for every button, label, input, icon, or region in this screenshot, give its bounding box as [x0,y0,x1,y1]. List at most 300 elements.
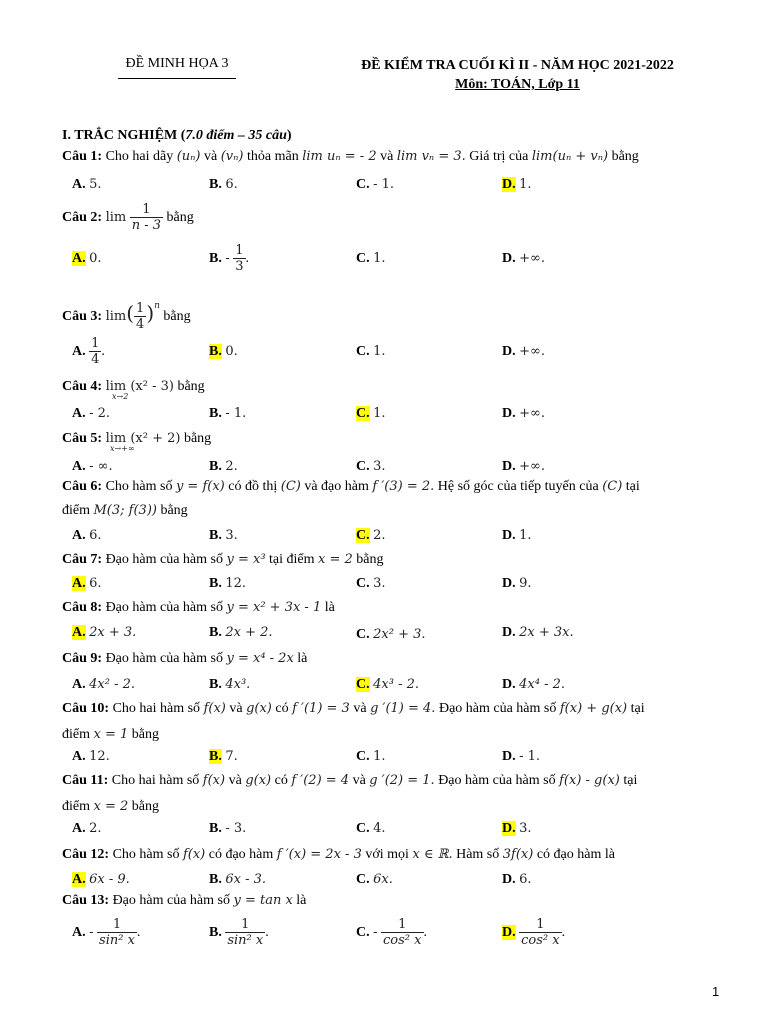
answer-key: C. [356,576,370,591]
question-text: Hàm số [456,847,500,862]
math-expr: f ′(3) = 2. [372,479,435,494]
section-title-text: I. TRẮC NGHIỆM ( [62,128,186,143]
answer-b-correct[interactable] [209,343,238,361]
answer-key-highlight: C. [356,528,370,543]
answer-value: 0. [225,344,238,359]
answer-key: B. [209,576,222,591]
exponent: n [154,301,160,311]
answer-b[interactable] [209,405,246,423]
math-expr: y = x² + 3x - 1 [226,600,322,615]
question-label: Câu 4: [62,379,103,394]
answer-c[interactable]: C. - $\frac{1}{\text{cos² x}}$ . [356,917,427,949]
answer-value: 3. [373,576,386,591]
answer-key-highlight: D. [502,821,516,836]
answer-key: B. [209,406,222,421]
math-expr: lim (x² + 2) [105,431,181,446]
answer-b[interactable] [209,871,266,889]
fraction-numerator: 1 [241,917,250,933]
answer-key-highlight: D. [502,177,516,192]
answer-key: B. [209,625,222,640]
question-text: Cho hai dãy [105,149,174,164]
question-text: và [380,149,394,164]
answer-value: 1. [373,344,386,359]
math-expr: f(x) [202,773,226,788]
math-expr: lim(uₙ + vₙ) [531,149,609,164]
answer-c[interactable] [356,748,386,766]
fraction [97,917,137,948]
fraction [130,202,163,233]
math-expr: y = tan x [233,893,293,908]
answer-key: D. [502,528,516,543]
answer-value: 2x + 3x. [519,625,574,640]
question-text: bằng [183,431,212,446]
answer-a[interactable] [72,176,102,194]
answer-key: B. [209,677,222,692]
answer-key: A. [72,344,86,359]
question-text: bằng [611,149,639,164]
answer-a-correct[interactable] [72,871,130,889]
question-text: có đồ thị [228,479,278,494]
answer-value: - [225,251,230,266]
answer-d[interactable] [502,575,532,593]
answer-value: 3. [225,528,238,543]
fraction-numerator: 1 [91,336,100,352]
answer-b[interactable] [209,820,246,838]
fraction [225,917,265,948]
fraction [519,917,561,948]
answer-key: C. [356,251,370,266]
question-text: bằng [356,552,384,567]
fraction [134,301,146,332]
answer-a[interactable] [72,820,102,838]
answer-d[interactable] [502,458,545,476]
answer-key: A. [72,821,86,836]
question-text: Đạo hàm của hàm số [438,701,557,716]
answer-value: 2x² + 3. [373,627,426,642]
answer-key-highlight: B. [209,344,222,359]
answer-value: - 3. [225,821,247,836]
answer-key: A. [72,177,86,192]
math-expr: x = 1 [93,727,129,742]
math-expr: y = x⁴ - 2x [226,651,294,666]
math-expr: (C) [280,479,301,494]
answer-key: B. [209,177,222,192]
answer-key: C. [356,749,370,764]
question-text: điểm [62,503,90,518]
question-text: Đạo hàm của hàm số [105,651,223,666]
question-label: Câu 8: [62,600,103,615]
answer-a-correct[interactable] [72,250,102,268]
answer-key: D. [502,251,516,266]
question-label: Câu 11: [62,773,109,788]
fraction-numerator: 1 [235,243,244,259]
question-label: Câu 6: [62,479,103,494]
answer-value: 7. [225,749,238,764]
answer-a-correct[interactable] [72,575,102,593]
question-label: Câu 1: [62,149,103,164]
answer-key: C. [356,627,370,642]
question-7 [62,551,722,569]
question-10-line-2 [62,726,722,744]
answer-value: +∞. [519,406,545,421]
exam-subject: Môn: TOÁN, Lớp 11 [455,77,580,92]
fraction-numerator: 1 [536,917,545,933]
answer-b-correct[interactable] [209,748,238,766]
answer-value: 6. [89,576,102,591]
answer-value: 12. [225,576,247,591]
math-expr: lim (x² - 3) [105,379,174,394]
question-label: Câu 3: [62,309,103,324]
answer-value: 6. [89,528,102,543]
answer-c[interactable] [356,176,394,194]
answer-c[interactable] [356,626,426,644]
fraction-denominator: sin² x [99,933,135,949]
answer-value: 4x⁴ - 2. [519,677,565,692]
answer-key: B. [209,872,222,887]
answer-key: D. [502,872,516,887]
question-text: và [353,701,367,716]
question-10 [62,700,722,718]
question-text: bằng [160,503,188,518]
answer-key: C. [356,872,370,887]
math-expr: g(x) [246,701,272,716]
answer-b[interactable] [209,575,246,593]
fraction-numerator: 1 [398,917,407,933]
answer-key: B. [209,459,222,474]
math-expr: (uₙ) [176,149,201,164]
fraction-denominator: 3 [235,259,244,275]
section-title [62,128,292,144]
math-expr: lim [105,210,127,225]
answer-b[interactable] [209,624,273,642]
answer-c[interactable] [356,575,386,593]
question-text: điểm [62,727,90,742]
answer-d[interactable] [502,343,545,361]
answer-value: 6x - 9. [89,872,130,887]
answer-value: 4x² - 2. [89,677,135,692]
question-text: Hệ số góc của tiếp tuyến của [437,479,599,494]
question-1 [62,148,722,166]
fraction-denominator: cos² x [383,933,422,949]
question-text: bằng [163,309,191,324]
answer-key-highlight: B. [209,749,222,764]
question-text: là [296,893,307,908]
answer-key: A. [72,459,86,474]
math-expr: M(3; f(3)) [93,503,157,518]
question-text: Cho hai hàm số [111,773,200,788]
answer-a[interactable] [72,527,102,545]
math-expr: x = 2 [318,552,353,567]
answer-b[interactable]: B. $\frac{1}{\text{sin² x}}$ . [209,917,269,949]
question-text: Cho hai hàm số [112,701,201,716]
math-expr: g ′(2) = 1. [369,773,435,788]
answer-value: - 1. [519,749,541,764]
question-label: Câu 2: [62,210,103,225]
math-expr: (vₙ) [220,149,244,164]
answer-c[interactable] [356,820,386,838]
answer-c[interactable] [356,250,386,268]
question-4 [62,378,722,396]
answer-d[interactable] [502,527,532,545]
answer-a[interactable]: A. $\frac{1}{4}$ . [72,336,105,368]
answer-value: 3. [373,459,386,474]
answer-key: C. [356,344,370,359]
answer-a[interactable] [72,405,110,423]
answer-b[interactable]: B. - $\frac{1}{3}$ . [209,243,250,275]
question-text: có [274,773,288,788]
answer-d-correct[interactable] [502,176,532,194]
answer-value: 4x³. [225,677,251,692]
answer-d[interactable] [502,250,545,268]
answer-a[interactable] [72,458,113,476]
answer-value: 12. [89,749,110,764]
answer-c-correct[interactable] [356,405,386,423]
answer-key: D. [502,576,516,591]
answer-value: - [89,925,94,940]
answer-a[interactable] [72,748,110,766]
page-number: 1 [712,984,720,999]
answer-key-highlight: A. [72,251,86,266]
exam-label-underline [118,78,236,79]
answer-value: - 1. [373,177,395,192]
math-expr: x = 2 [93,799,129,814]
answer-value: 5. [89,177,102,192]
answer-value: +∞. [519,251,545,266]
question-text: và [204,149,218,164]
question-text: Đạo hàm của hàm số [112,893,230,908]
answer-key: B. [209,251,222,266]
math-expr: f ′(2) = 4 [291,773,350,788]
limit-subscript: x→+∞ [110,444,135,453]
question-6-line-2 [62,502,722,520]
answer-key-highlight: C. [356,677,370,692]
fraction [381,917,423,948]
question-text: là [324,600,335,615]
answer-b[interactable] [209,458,238,476]
question-text: tại điểm [269,552,315,567]
answer-key: D. [502,459,516,474]
question-text: với mọi [365,847,409,862]
math-expr: lim [105,309,127,324]
fraction-denominator: 4 [136,317,145,333]
math-expr: y = x³ [226,552,266,567]
answer-key: D. [502,749,516,764]
question-text: và [228,773,242,788]
answer-d[interactable] [502,676,565,694]
answer-key: A. [72,677,86,692]
answer-key: A. [72,749,86,764]
math-expr: x ∈ ℝ. [412,847,453,862]
answer-a[interactable]: A. - $\frac{1}{\text{sin² x}}$ . [72,917,141,949]
math-expr: f ′(x) = 2x - 3 [276,847,362,862]
answer-key: D. [502,406,516,421]
answer-value: 4. [373,821,386,836]
question-text: có đạo hàm là [536,847,615,862]
question-11 [62,772,722,790]
question-label: Câu 10: [62,701,110,716]
question-text: tại [630,701,645,716]
question-13 [62,892,722,910]
answer-value: +∞. [519,459,545,474]
question-9 [62,650,722,668]
question-label: Câu 7: [62,552,103,567]
answer-value: 6. [225,177,238,192]
answer-c[interactable] [356,871,393,889]
answer-key-highlight: D. [502,925,516,940]
answer-d[interactable] [502,871,532,889]
answer-a-correct[interactable] [72,624,136,642]
math-expr: y = f(x) [175,479,225,494]
answer-c[interactable] [356,458,386,476]
question-label: Câu 13: [62,893,110,908]
answer-value: +∞. [519,344,545,359]
answer-value: 2x + 2. [225,625,273,640]
answer-value: 6x - 3. [225,872,267,887]
question-text: Giá trị của [469,149,529,164]
answer-value: 2x + 3. [89,625,137,640]
answer-value: 3. [519,821,532,836]
question-text: có [275,701,289,716]
answer-d[interactable] [502,405,545,423]
answer-key-highlight: A. [72,872,86,887]
answer-d[interactable] [502,624,574,642]
answer-d-correct[interactable] [502,820,532,838]
answer-key-highlight: A. [72,625,86,640]
answer-key: B. [209,925,222,940]
answer-value: 6. [519,872,532,887]
answer-key: C. [356,177,370,192]
question-text: Cho hàm số [105,479,173,494]
question-text: và đạo hàm [304,479,369,494]
answer-key: B. [209,821,222,836]
exam-label [118,56,236,79]
answer-value: 1. [373,749,386,764]
question-11-line-2 [62,798,722,816]
answer-value: 1. [373,251,386,266]
fraction-denominator: sin² x [227,933,264,949]
question-8 [62,599,722,617]
answer-value: - [373,925,378,940]
question-text: Đạo hàm của hàm số [438,773,556,788]
answer-value: 4x³ - 2. [373,677,419,692]
math-expr: lim uₙ = - 2 [302,149,377,164]
answer-key: A. [72,528,86,543]
math-expr: f(x) [182,847,206,862]
answer-a[interactable] [72,676,135,694]
answer-value: 0. [89,251,102,266]
answer-value: 9. [519,576,532,591]
question-3: Câu 3: lim( $\frac{1}{4}$ )$^n$ bằng [62,301,191,333]
answer-key: C. [356,459,370,474]
question-text: bằng [131,799,159,814]
fraction-numerator: 1 [136,301,145,317]
exam-title: ĐỀ KIỂM TRA CUỐI KÌ II - NĂM HỌC 2021-2022 [361,58,674,73]
answer-b[interactable] [209,527,238,545]
answer-d-correct[interactable]: D. $\frac{1}{\text{cos² x}}$ . [502,917,566,949]
answer-c[interactable] [356,343,386,361]
question-text: Cho hàm số [112,847,180,862]
answer-key: D. [502,344,516,359]
question-text: bằng [177,379,205,394]
fraction-numerator: 1 [142,202,151,218]
answer-b[interactable] [209,676,250,694]
answer-key: C. [356,925,370,940]
answer-d[interactable] [502,748,540,766]
fraction-denominator: 4 [91,352,100,368]
question-text: và [229,701,243,716]
question-12 [62,846,722,864]
fraction [233,243,245,274]
question-text: điểm [62,799,90,814]
answer-c-correct[interactable] [356,676,419,694]
math-expr: f(x) + g(x) [559,701,628,716]
answer-value: - ∞. [89,459,113,474]
answer-value: 6x. [373,872,393,887]
question-5 [62,430,722,448]
answer-value: 1. [519,177,532,192]
math-expr: f ′(1) = 3 [292,701,350,716]
limit-subscript: x→2 [112,392,129,401]
exam-label-text: ĐỀ MINH HỌA 3 [125,56,229,71]
answer-c-correct[interactable] [356,527,386,545]
math-expr: (C) [602,479,623,494]
answer-value: 2. [89,821,102,836]
answer-key: C. [356,821,370,836]
question-text: Đạo hàm của hàm số [105,552,223,567]
fraction-numerator: 1 [112,917,122,933]
question-text: bằng [131,727,159,742]
answer-value: 1. [373,406,386,421]
math-expr: lim vₙ = 3. [396,149,466,164]
question-6 [62,478,722,496]
section-close: ) [286,128,292,143]
answer-key: A. [72,925,86,940]
question-label: Câu 5: [62,431,103,446]
question-text: có đạo hàm [208,847,274,862]
math-expr: f(x) [203,701,226,716]
answer-key-highlight: A. [72,576,86,591]
fraction [89,336,101,367]
answer-key: D. [502,677,516,692]
question-2 [62,198,722,238]
section-points: 7.0 điểm – 35 câu [185,128,287,143]
question-text: và [352,773,366,788]
question-text: bằng [166,210,194,225]
math-expr: g(x) [245,773,272,788]
answer-value: 2. [225,459,238,474]
math-expr: g ′(1) = 4. [370,701,436,716]
answer-value: 2. [373,528,386,543]
answer-value: - 2. [89,406,111,421]
answer-value: - 1. [225,406,247,421]
answer-b[interactable] [209,176,238,194]
fraction-denominator: cos² x [521,933,560,949]
question-text: tại [623,773,638,788]
question-text: Đạo hàm của hàm số [105,600,223,615]
question-label: Câu 9: [62,651,103,666]
answer-key-highlight: C. [356,406,370,421]
answer-key: A. [72,406,86,421]
math-expr: 3f(x) [502,847,534,862]
question-label: Câu 12: [62,847,110,862]
exam-title-block [345,56,690,94]
math-expr: f(x) - g(x) [559,773,620,788]
answer-key: B. [209,528,222,543]
fraction-denominator: n - 3 [131,218,162,234]
question-text: là [297,651,308,666]
question-text: thỏa mãn [247,149,299,164]
question-text: tại [625,479,640,494]
